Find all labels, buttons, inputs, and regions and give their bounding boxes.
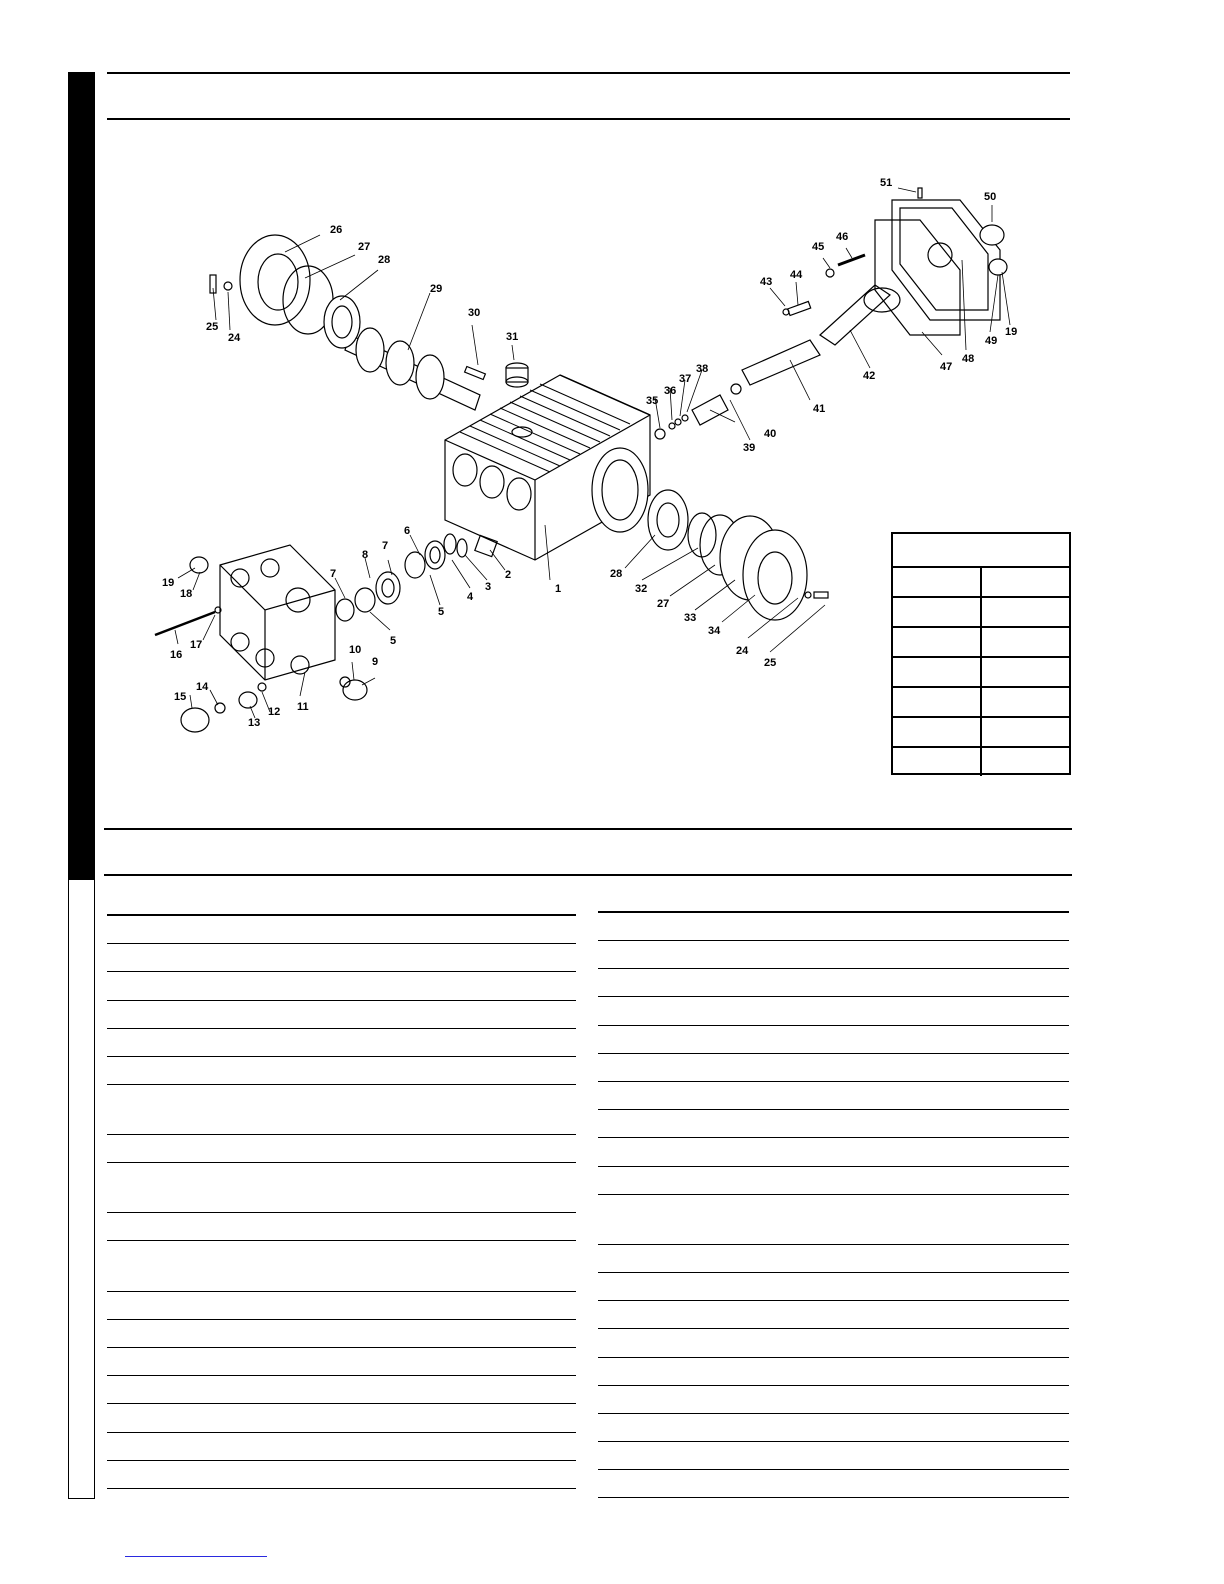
callout-12: 12 (268, 706, 281, 718)
callout-9: 9 (372, 656, 379, 668)
callout-33: 33 (684, 612, 697, 624)
table-row (598, 968, 1069, 969)
table-row (598, 940, 1069, 941)
callout-18: 18 (180, 588, 193, 600)
callout-27a: 27 (358, 241, 371, 253)
footer-link[interactable] (125, 1556, 267, 1557)
callout-43: 43 (760, 276, 773, 288)
table-row (107, 1291, 576, 1292)
table-row (598, 1244, 1069, 1245)
callout-38: 38 (696, 363, 709, 375)
callout-5a: 5 (438, 606, 445, 618)
callout-29: 29 (430, 283, 443, 295)
callout-30: 30 (468, 307, 481, 319)
table-row (598, 1081, 1069, 1082)
callout-10: 10 (349, 644, 362, 656)
table-row (598, 1109, 1069, 1110)
table-row (598, 1300, 1069, 1301)
callout-51: 51 (880, 177, 893, 189)
callout-13: 13 (248, 717, 261, 729)
table-row (107, 1000, 576, 1001)
callout-24b: 24 (736, 645, 749, 657)
callout-39: 39 (743, 442, 756, 454)
table-row (598, 1166, 1069, 1167)
callout-49: 49 (985, 335, 998, 347)
table-row (107, 1347, 576, 1348)
callout-42: 42 (863, 370, 876, 382)
callout-14: 14 (196, 681, 209, 693)
table-row (598, 1385, 1069, 1386)
callout-5b: 5 (390, 635, 397, 647)
callout-31: 31 (506, 331, 519, 343)
callout-26: 26 (330, 224, 343, 236)
callout-19a: 19 (162, 577, 175, 589)
callout-4: 4 (467, 591, 474, 603)
callout-36: 36 (664, 385, 677, 397)
table-row (107, 1319, 576, 1320)
table-row (107, 1403, 576, 1404)
callout-7a: 7 (382, 540, 389, 552)
table-row (598, 1413, 1069, 1414)
table-row (598, 1497, 1069, 1498)
table-row (598, 996, 1069, 997)
callout-3: 3 (485, 581, 492, 593)
table-row (107, 1028, 576, 1029)
table-row (107, 1162, 576, 1163)
table-row (107, 1460, 576, 1461)
table-row (598, 1137, 1069, 1138)
table-row (107, 1375, 576, 1376)
callout-40: 40 (764, 428, 777, 440)
table-row (598, 1357, 1069, 1358)
table-row (107, 971, 576, 972)
table-row (598, 1194, 1069, 1195)
parts-list-right (598, 0, 1069, 1584)
callout-35: 35 (646, 395, 659, 407)
callout-50: 50 (984, 191, 997, 203)
callout-47: 47 (940, 361, 953, 373)
table-row (598, 911, 1069, 913)
callout-25b: 25 (764, 657, 777, 669)
callout-1: 1 (555, 583, 562, 595)
table-row (598, 1272, 1069, 1273)
callout-34: 34 (708, 625, 721, 637)
table-row (107, 943, 576, 944)
callout-46: 46 (836, 231, 849, 243)
table-row (107, 1488, 576, 1489)
callout-17: 17 (190, 639, 203, 651)
table-row (107, 1240, 576, 1241)
section-tab-lower (68, 880, 95, 1499)
table-row (598, 1441, 1069, 1442)
callout-32: 32 (635, 583, 648, 595)
callout-16: 16 (170, 649, 183, 661)
callout-45: 45 (812, 241, 825, 253)
table-row (598, 1025, 1069, 1026)
section-tab (68, 72, 95, 880)
callout-27b: 27 (657, 598, 670, 610)
table-row (107, 1084, 576, 1085)
table-row (107, 1432, 576, 1433)
callout-28b: 28 (610, 568, 623, 580)
table-row (598, 1469, 1069, 1470)
callout-2: 2 (505, 569, 512, 581)
callout-24a: 24 (228, 332, 241, 344)
table-row (598, 1328, 1069, 1329)
table-row (107, 1134, 576, 1135)
table-row (107, 1212, 576, 1213)
callout-44: 44 (790, 269, 803, 281)
table-row (107, 1056, 576, 1057)
parts-list-left (107, 0, 576, 1584)
callout-48: 48 (962, 353, 975, 365)
callout-37: 37 (679, 373, 692, 385)
callout-8: 8 (362, 549, 369, 561)
callout-19b: 19 (1005, 326, 1018, 338)
callout-7b: 7 (330, 568, 337, 580)
callout-6: 6 (404, 525, 411, 537)
callout-41: 41 (813, 403, 826, 415)
callout-15: 15 (174, 691, 187, 703)
table-row (107, 914, 576, 916)
table-row (598, 1053, 1069, 1054)
callout-11: 11 (297, 701, 309, 713)
callout-25a: 25 (206, 321, 219, 333)
callout-28a: 28 (378, 254, 391, 266)
